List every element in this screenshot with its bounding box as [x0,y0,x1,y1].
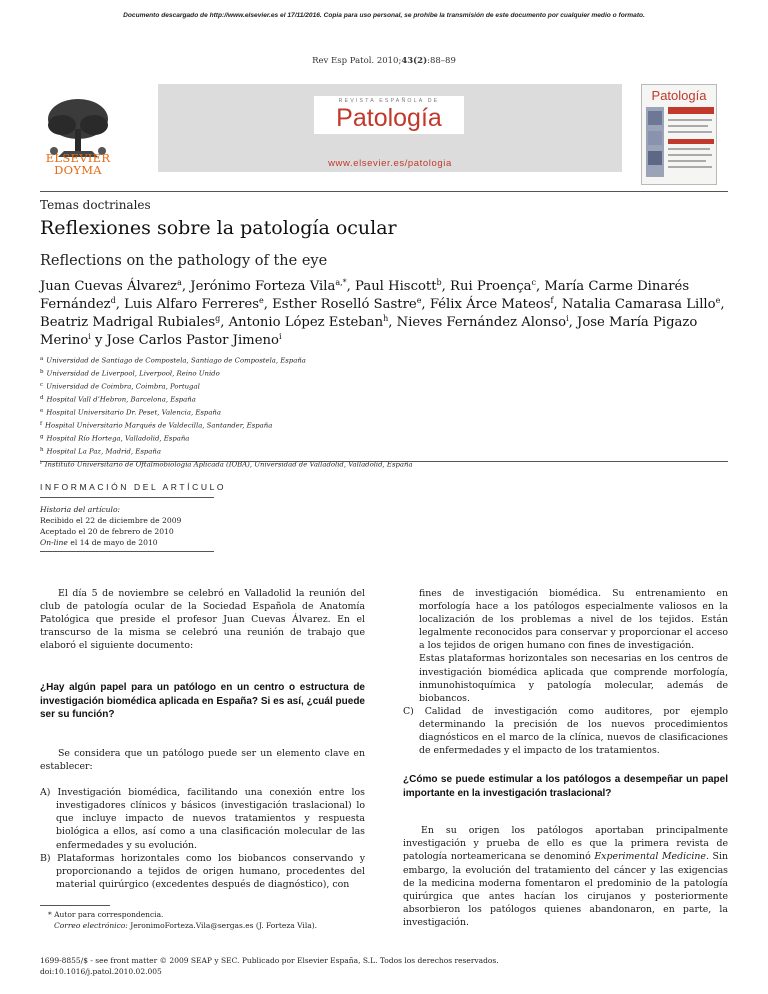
correspondence-line: * Autor para correspondencia. [48,910,164,919]
affiliation-text: Hospital Río Hortega, Valladolid, España [46,434,190,443]
author-name: Esther Roselló Sastre [272,297,417,312]
author-affiliation-mark: d [110,296,116,305]
paragraph-2 [403,824,728,929]
online-label: On-line [40,538,68,547]
affiliation-item [40,445,730,458]
affiliation-divider [40,461,728,462]
author-name: María Carme Dinarés Fernández [40,279,690,312]
citation-pages: :88–89 [427,56,456,66]
article-section: Temas doctrinales [40,198,151,212]
article-history [40,504,181,548]
received-date: Recibido el 22 de diciembre de 2009 [40,516,182,525]
author-name: Antonio López Esteban [228,315,384,330]
paragraph-1: Se considera que un patólogo puede ser un elemento clave en establecer: [40,747,365,773]
list-item-b-continued-2: Estas plataformas horizontales son necesarias en los centros de investigación biomédica aplicada que comprende morfología, inmunohistoquímica y patología molecular, además de biobancos. [419,653,728,704]
article-info-heading: INFORMACIÓN DEL ARTÍCULO [40,482,227,492]
author-affiliation-mark: g [215,314,221,323]
list-item-a: A) Investigación biomédica, facilitando una conexión entre los investigadores clínicos y básicos (investigación traslacional) lo que incluye impacto de nuevos tratamientos y respuesta biológica a ellos, así como a una clasificación molecular de las enfermedades y su evolución. [40,787,365,851]
author-affiliation-mark: b [436,278,442,287]
author-affiliation-mark: a [177,278,182,287]
list-item-c: C) Calidad de investigación como auditores, por ejemplo determinando la precisión de los nuevos procedimientos diagnósticos en el marco de la clínica, nuevos de clasificaciones de enfermedades y el impacto de los tratamientos. [403,705,728,757]
history-label: Historia del artículo: [40,505,121,514]
author-affiliation-mark: e [715,296,721,305]
journal-reference: Experimental Medicine [594,851,706,863]
author-name: Luis Alfaro Ferreres [124,297,259,312]
affiliation-key: e [40,408,44,414]
publisher-name: ELSEVIER [45,151,111,165]
affiliation-item [40,419,730,432]
journal-url-link[interactable]: www.elsevier.es/patologia [328,158,452,169]
journal-kicker: REVISTA ESPAÑOLA DE [338,98,440,104]
author-name: Natalia Camarasa Lillo [561,297,716,312]
author-name: Paul Hiscott [355,279,437,294]
doi-line[interactable]: doi:10.1016/j.patol.2010.02.005 [40,966,162,976]
elsevier-wordmark [40,152,116,176]
section-heading-1: ¿Hay algún papel para un patólogo en un centro o estructura de investigación biomédica aplicada en España? Si es así, ¿cuál puede ser su función? [40,682,365,721]
affiliation-item [40,432,730,445]
affiliation-text: Instituto Universitario de Oftalmobiología Aplicada (IOBA), Universidad de Valladolid, Valladolid, España [44,460,413,469]
author-name: Jose María Pigazo Merino [40,315,698,348]
author-name: Félix Árce Mateos [429,297,551,312]
affiliation-text: Hospital Universitario Marqués de Valdecilla, Santander, España [45,421,273,430]
email-line [40,921,317,932]
article-title: Reflexiones sobre la patología ocular [40,217,397,239]
affiliation-item [40,354,730,367]
intro-paragraph: El día 5 de noviembre se celebró en Valladolid la reunión del club de patología ocular de la Sociedad Española de Anatomía Patológica que preside el profesor Juan Cuevas Álvarez. En el transcurso de la misma se celebró una reunión de trabajo que elaboró el siguiente documento: [40,588,365,652]
author-list: Juan Cuevas Álvarez$^a$, Jerónimo Forteza Vila$^{a,*}$, Paul Hiscott$^b$, Rui Proença$^c$, María Carme Dinarés Fernández$^d$, Luis Alfaro Ferreres$^e$, Esther Roselló Sastre$^e$, Félix Árce Mateos$^f$, Natalia Camarasa Lillo$^e$, Beatriz Madrigal Rubiales$^g$, Antonio López Esteban$^h$, Nieves Fernández Alonso$^i$, Jose María Pigazo Merino$^i$ y Jose Carlos Pastor Jimeno$^i$ [40,278,725,348]
affiliation-key: i [40,460,42,466]
author-affiliation-mark: e [258,296,264,305]
affiliation-key: b [40,369,44,375]
affiliation-text: Hospital La Paz, Madrid, España [46,447,161,456]
email-address[interactable]: JeronimoForteza.Vila@sergas.es (J. Forteza Vila). [127,920,318,930]
author-affiliation-mark: f [550,296,554,305]
body-column-right [403,587,728,929]
affiliation-text: Hospital Vall d’Hebron, Barcelona, España [46,395,196,404]
author-affiliation-mark: a,* [335,278,347,287]
online-rest: el 14 de mayo de 2010 [67,538,158,547]
affiliation-item [40,458,730,471]
affiliation-item [40,406,730,419]
affiliation-list [40,354,730,471]
paragraph-2-part-a: En su origen los patólogos aportaban principalmente investigación y prueba de ello es que la primera revista de patología norteamericana se denominó [403,825,728,863]
affiliation-key: d [40,395,44,401]
affiliation-text: Universidad de Coimbra, Coimbra, Portugal [46,382,200,391]
affiliation-item [40,393,730,406]
journal-citation [0,56,768,66]
accepted-date: Aceptado el 20 de febrero de 2010 [40,527,174,536]
author-affiliation-mark: e [416,296,422,305]
download-banner: Documento descargado de http://www.elsevier.es el 17/11/2016. Copia para uso personal, se prohíbe la transmisión de este documento por cualquier medio o formato. [123,12,645,19]
author-name: Juan Cuevas Álvarez [40,279,178,294]
author-affiliation-mark: h [383,314,389,323]
publisher-sub: DOYMA [54,163,102,177]
affiliation-text: Hospital Universitario Dr. Peset, Valencia, España [46,408,221,417]
affiliation-key: h [40,447,44,453]
list-item-b: B) Plataformas horizontales como los biobancos conservando y proporcionando a tejidos de origen humano, procedentes del material quirúrgico (excedentes después de diagnóstico), con [40,852,365,890]
author-affiliation-mark: c [531,278,537,287]
issn-line: 1699-8855/$ - see front matter © 2009 SEAP y SEC. Publicado por Elsevier España, S.L. Todos los derechos reservados. [40,956,499,965]
author-name: Nieves Fernández Alonso [396,315,567,330]
journal-name: Patología [336,104,442,132]
online-date [40,537,181,548]
list-item-b-continued: fines de investigación biomédica. Su entrenamiento en morfología hace a los patólogos especialmente valiosos en la localización de los problemas a nivel de los tejidos. Están legalmente reconocidos para conservar y proporcionar el acceso a los tejidos de origen humano con fines de investigación. [419,588,728,652]
affiliation-item [40,367,730,380]
article-subtitle: Reflections on the pathology of the eye [40,253,328,269]
citation-prefix: Rev Esp Patol. 2010; [312,56,402,66]
affiliation-item [40,380,730,393]
copyright-block [40,956,499,977]
author-affiliation-mark: i [566,314,569,323]
info-divider-top [40,497,214,498]
author-name: Beatriz Madrigal Rubiales [40,315,216,330]
paragraph-2-part-b: . Sin embargo, la evolución del tratamiento del cáncer y las exigencias de la medicina moderna fomentaron el predominio de la patología quirúrgica que antes hacían los cirujanos y posteriormente absorbieron los patólogos quienes abandonaron, en parte, la investigación. [403,851,728,928]
affiliation-key: f [40,421,43,427]
author-name: Rui Proença [450,279,532,294]
email-label: Correo electrónico: [54,920,128,930]
body-column-left [40,587,365,891]
info-divider-bottom [40,551,214,552]
affiliation-text: Universidad de Santiago de Compostela, Santiago de Compostela, España [46,356,306,365]
author-affiliation-mark: i [278,332,282,341]
affiliation-key: c [40,382,44,388]
section-heading-2: ¿Cómo se puede estimular a los patólogos a desempeñar un papel importante en la investigación traslacional? [403,774,728,799]
footnote-divider [40,905,110,906]
cover-title: Patología [651,88,707,103]
header-divider [40,191,728,192]
affiliation-key: a [40,356,44,362]
affiliation-text: Universidad de Liverpool, Liverpool, Reino Unido [46,369,220,378]
affiliation-key: g [40,434,44,440]
author-name: Jose Carlos Pastor Jimeno [106,333,279,348]
author-name: Jerónimo Forteza Vila [190,279,336,294]
author-affiliation-mark: i [88,332,91,341]
correspondence-footnote [40,910,317,931]
citation-volume-issue: 43(2) [401,56,428,66]
